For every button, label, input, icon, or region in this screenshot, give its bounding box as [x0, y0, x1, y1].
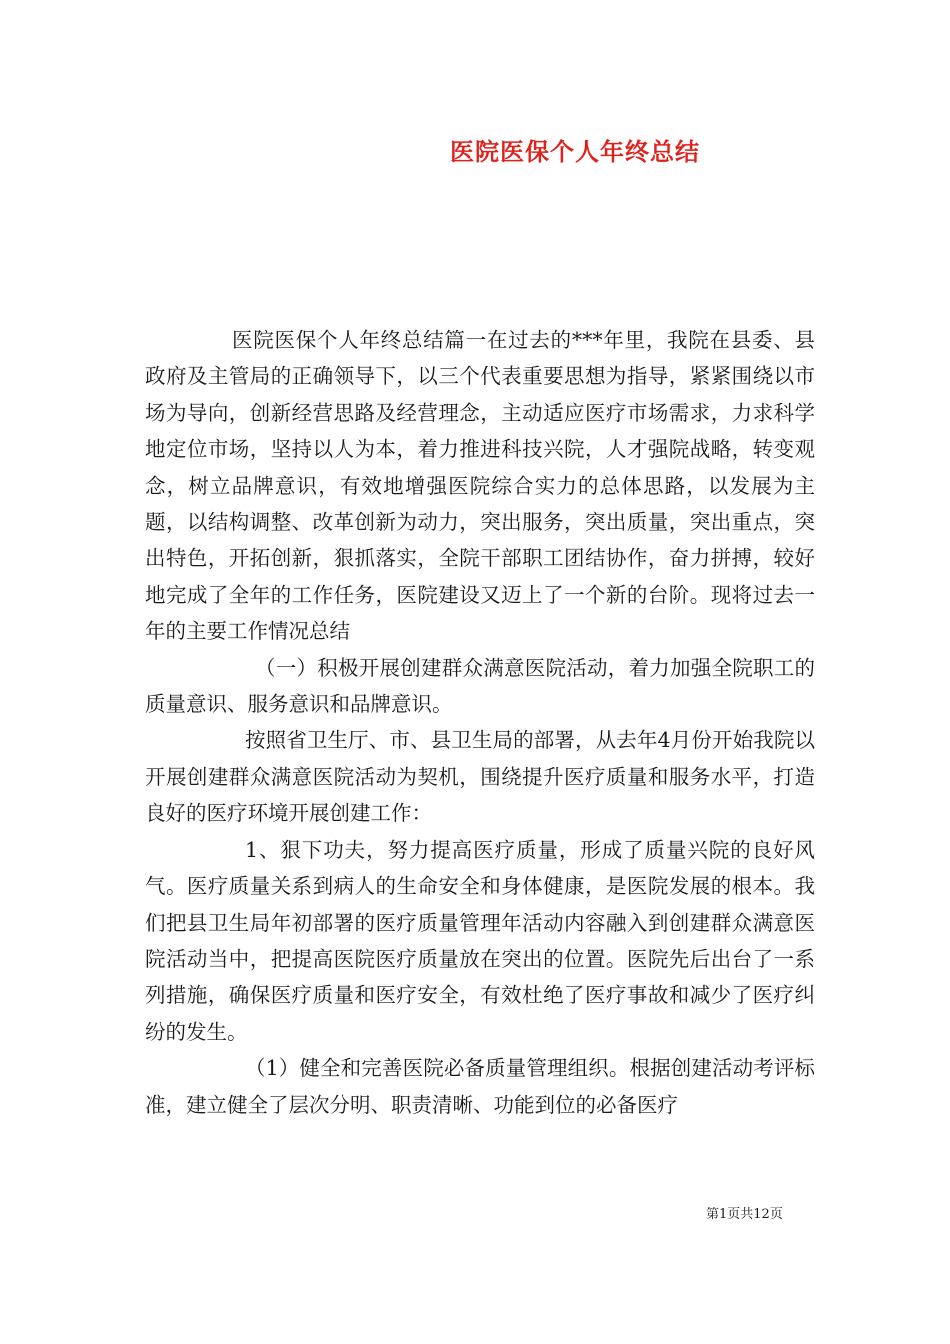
paragraph-item-1: 1、狠下功夫，努力提高医疗质量，形成了质量兴院的良好风气。医疗质量关系到病人的生命安全和身体健康，是医院发展的根本。我们把县卫生局年初部署的医疗质量管理年活动内容融入到创建群众满意医院活动当中，把提高医院医疗质量放在突出的位置。医院先后出台了一系列措施，确保医疗质量和医疗安全，有效杜绝了医疗事故和减少了医疗纠纷的发生。	[145, 837, 815, 1044]
page-number-footer: 第1页共12页	[706, 1207, 783, 1222]
document-title: 医院医保个人年终总结	[450, 137, 700, 166]
paragraph-section-1: （一）积极开展创建群众满意医院活动，着力加强全院职工的质量意识、服务意识和品牌意识。	[145, 655, 815, 717]
paragraph-subitem-1: （1）健全和完善医院必备质量管理组织。根据创建活动考评标准，建立健全了层次分明、职责清晰、功能到位的必备医疗	[145, 1056, 815, 1117]
document-body	[145, 322, 815, 1123]
paragraph-intro: 医院医保个人年终总结篇一在过去的***年里，我院在县委、县政府及主管局的正确领导下，以三个代表重要思想为指导，紧紧围绕以市场为导向，创新经营思路及经营理念，主动适应医疗市场需求，力求科学地定位市场，坚持以人为本，着力推进科技兴院，人才强院战略，转变观念，树立品牌意识，有效地增强医院综合实力的总体思路，以发展为主题，以结构调整、改革创新为动力，突出服务，突出质量，突出重点，突出特色，开拓创新，狠抓落实，全院干部职工团结协作，奋力拼搏，较好地完成了全年的工作任务，医院建设又迈上了一个新的台阶。现将过去一年的主要工作情况总结	[145, 328, 815, 644]
paragraph-deployment: 按照省卫生厅、市、县卫生局的部署，从去年4月份开始我院以开展创建群众满意医院活动为契机，围绕提升医疗质量和服务水平，打造良好的医疗环境开展创建工作：	[145, 728, 815, 826]
